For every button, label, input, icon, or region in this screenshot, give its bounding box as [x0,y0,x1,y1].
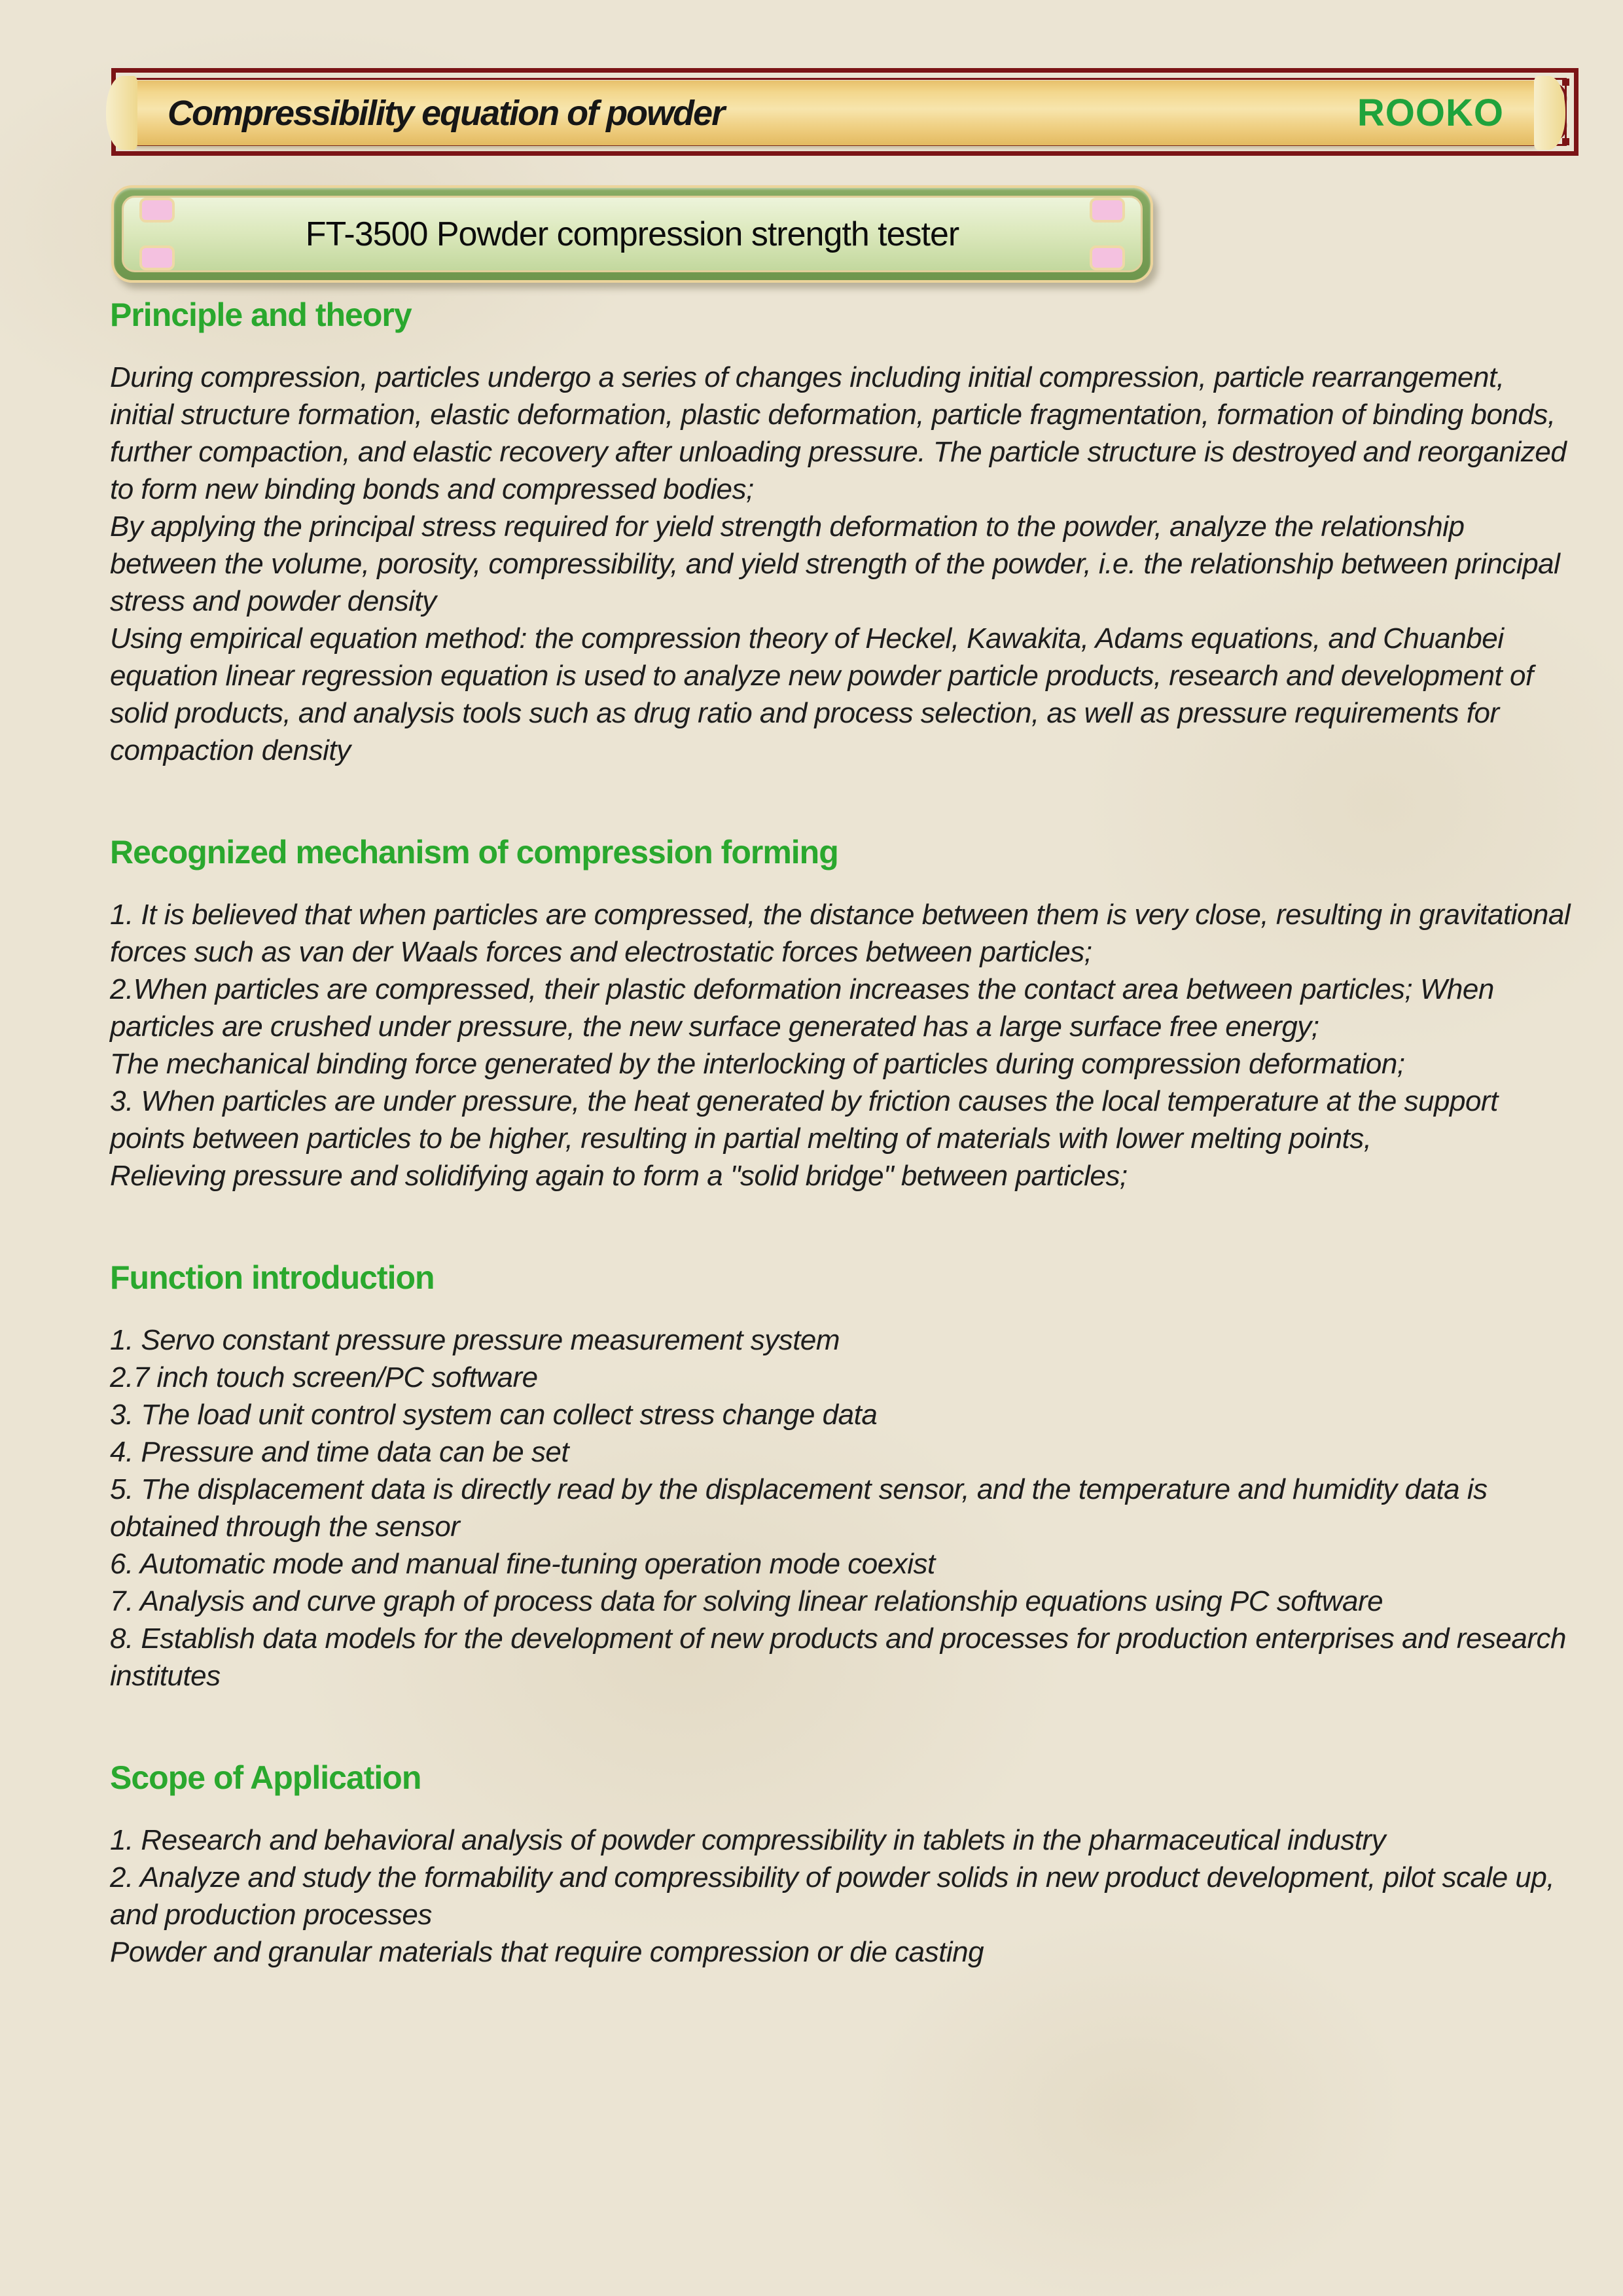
content [110,296,1571,1971]
body-paragraph: 1. Research and behavioral analysis of powder compressibility in tablets in the pharmaceutical industry [110,1824,1386,1856]
ribbon-cap-right [1534,76,1565,150]
body-paragraph: 4. Pressure and time data can be set [110,1436,569,1468]
body-paragraph: 6. Automatic mode and manual fine-tuning operation mode coexist [110,1548,935,1580]
body-paragraph: 1. Servo constant pressure pressure measurement system [110,1324,840,1356]
body-paragraph: The mechanical binding force generated by the interlocking of particles during compression deformation; [110,1048,1405,1080]
title-ribbon [132,81,1539,145]
product-name: FT-3500 Powder compression strength tester [305,215,959,253]
section-recognized-mechanism [110,833,1571,1194]
page-title: Compressibility equation of powder [168,93,724,133]
section-scope-of-application [110,1759,1571,1971]
body-paragraph: Using empirical equation method: the compression theory of Heckel, Kawakita, Adams equations, and Chuanbei equation linear regression equation is used to analyze new powder particle products, research and development of solid products, and analysis tools such as drug ratio and process selection, as well as pressure requirements for compaction density [110,622,1533,766]
section-heading: Scope of Application [110,1759,421,1796]
banner-pin-icon [139,245,175,270]
section-function-introduction [110,1259,1571,1695]
body-paragraph: 5. The displacement data is directly read by the displacement sensor, and the temperature and humidity data is obtained through the sensor [110,1473,1488,1543]
section-heading: Recognized mechanism of compression forming [110,834,838,870]
body-paragraph: Powder and granular materials that require compression or die casting [110,1936,984,1968]
section-heading: Function introduction [110,1259,435,1296]
section-heading: Principle and theory [110,296,412,333]
body-paragraph: 2.When particles are compressed, their plastic deformation increases the contact area between particles; When particles are crushed under pressure, the new surface generated has a large surface free energy; [110,973,1494,1043]
product-banner-panel [122,196,1143,272]
body-paragraph: 1. It is believed that when particles are compressed, the distance between them is very close, resulting in gravitational forces such as van der Waals forces and electrostatic forces between particles; [110,899,1571,968]
body-paragraph: During compression, particles undergo a series of changes including initial compression, particle rearrangement, initial structure formation, elastic deformation, plastic deformation, particle fragmentation, formation of binding bonds, further compaction, and elastic recovery after unloading pressure. The particle structure is destroyed and reorganized to form new binding bonds and compressed bodies; [110,361,1567,505]
body-paragraph: By applying the principal stress required for yield strength deformation to the powder, analyze the relationship between the volume, porosity, compressibility, and yield strength of the powder, i.e. the relationship between principal stress and powder density [110,511,1560,617]
body-paragraph: 8. Establish data models for the development of new products and processes for production enterprises and research institutes [110,1623,1566,1692]
body-paragraph: 2.7 inch touch screen/PC software [110,1361,538,1393]
body-paragraph: Relieving pressure and solidifying again to form a "solid bridge" between particles; [110,1160,1128,1192]
brand-logo: ROOKO [1357,92,1504,134]
section-principle-and-theory [110,296,1571,769]
body-paragraph: 2. Analyze and study the formability and compressibility of powder solids in new product development, pilot scale up, and production processes [110,1861,1555,1931]
banner-pin-icon [1090,245,1125,270]
banner-pin-icon [1090,198,1125,223]
ribbon-cap-left [106,76,137,150]
body-paragraph: 3. When particles are under pressure, the heat generated by friction causes the local temperature at the support points between particles to be higher, resulting in partial melting of materials with lower melting points, [110,1085,1498,1155]
banner-pin-icon [139,198,175,223]
body-paragraph: 7. Analysis and curve graph of process data for solving linear relationship equations using PC software [110,1585,1383,1617]
product-banner [111,185,1153,283]
body-paragraph: 3. The load unit control system can collect stress change data [110,1399,878,1431]
